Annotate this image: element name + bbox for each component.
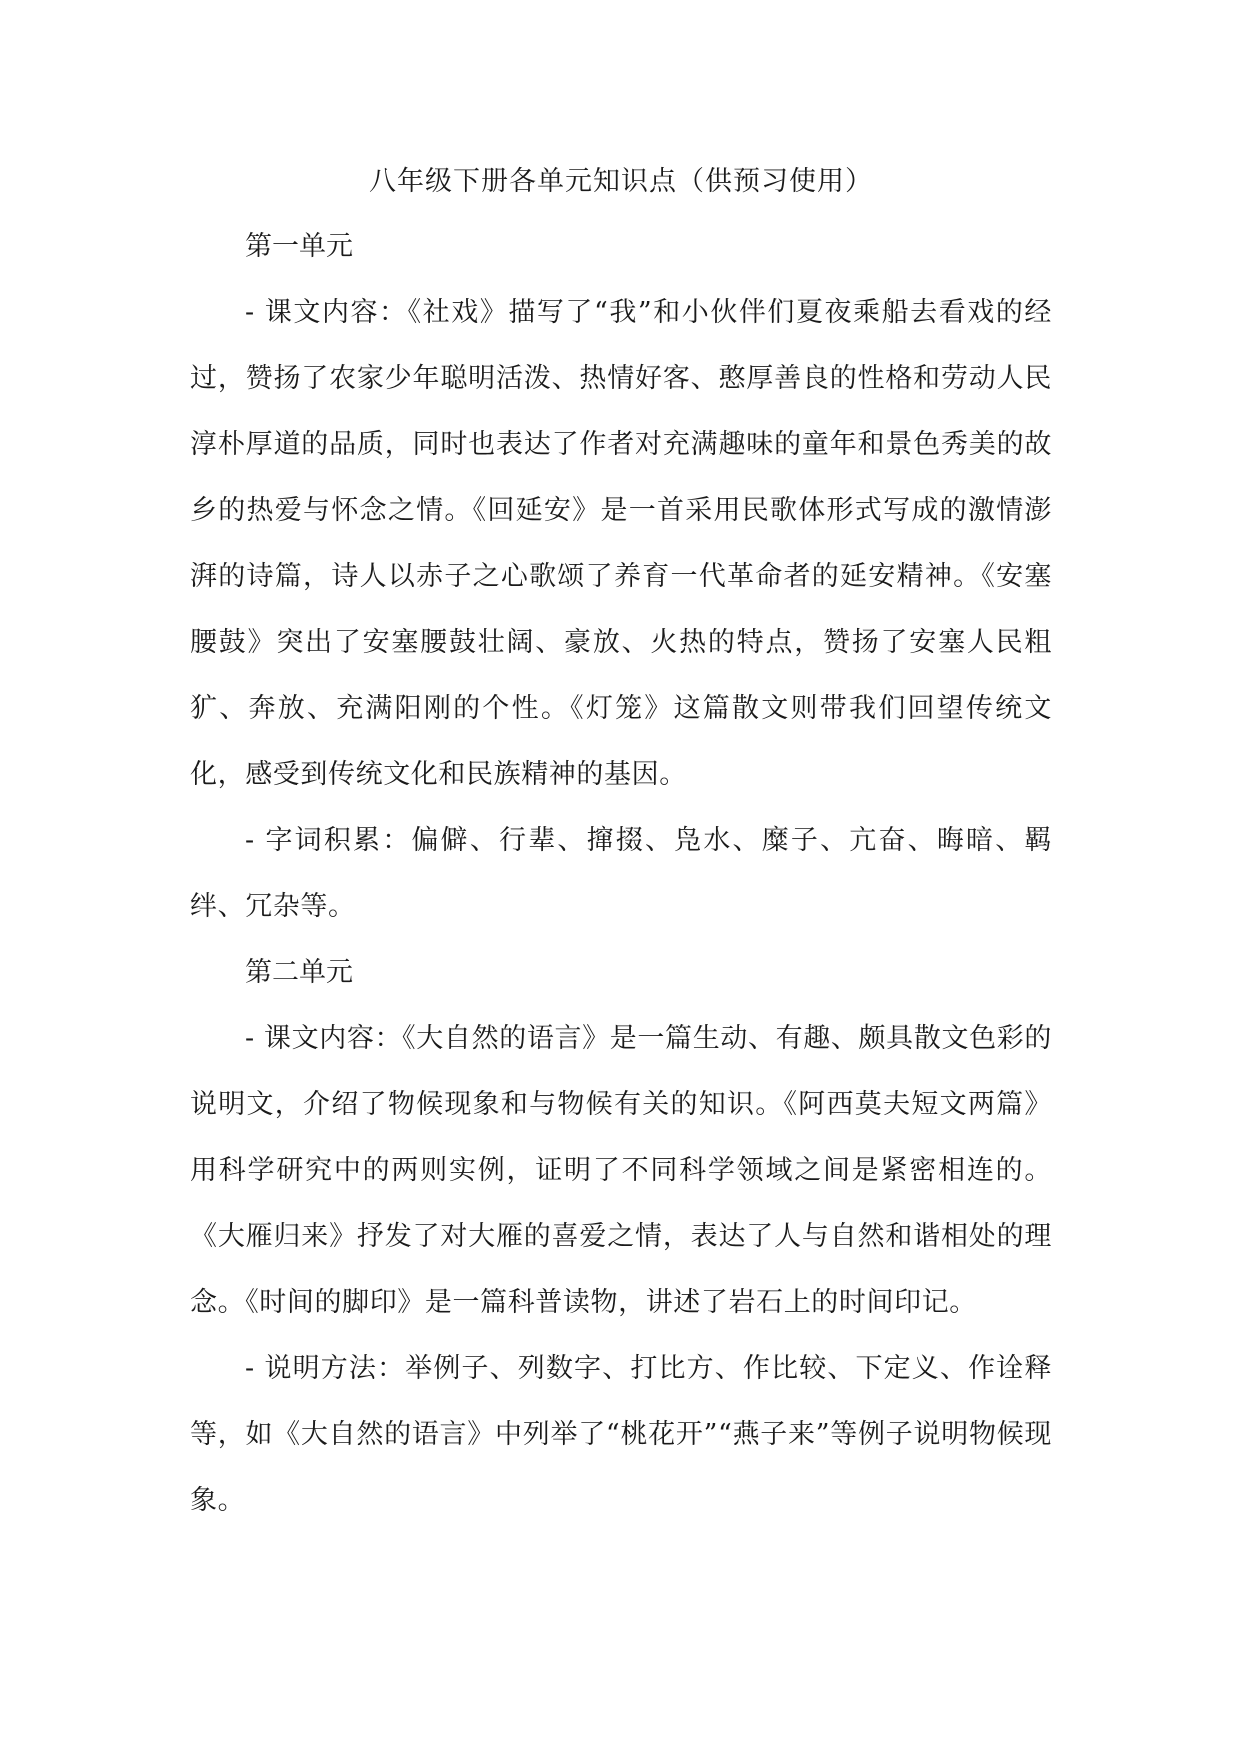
- unit-paragraph: - 说明方法：举例子、列数字、打比方、作比较、下定义、作诠释等，如《大自然的语言》中列举了“桃花开”“燕子来”等例子说明物候现象。: [190, 1353, 1052, 1516]
- unit-2: [190, 940, 1052, 1534]
- unit-heading: 第一单元: [245, 231, 353, 262]
- unit-paragraph: - 课文内容：《大自然的语言》是一篇生动、有趣、颇具散文色彩的说明文，介绍了物候现象和与物候有关的知识。《阿西莫夫短文两篇》用科学研究中的两则实例，证明了不同科学领域之间是紧密相连的。《大雁归来》抒发了对大雁的喜爱之情，表达了人与自然和谐相处的理念。《时间的脚印》是一篇科普读物，讲述了岩石上的时间印记。: [190, 1023, 1052, 1318]
- unit-paragraph: - 课文内容：《社戏》描写了“我”和小伙伴们夏夜乘船去看戏的经过，赞扬了农家少年聪明活泼、热情好客、憨厚善良的性格和劳动人民淳朴厚道的品质，同时也表达了作者对充满趣味的童年和景色秀美的故乡的热爱与怀念之情。《回延安》是一首采用民歌体形式写成的激情澎湃的诗篇，诗人以赤子之心歌颂了养育一代革命者的延安精神。《安塞腰鼓》突出了安塞腰鼓壮阔、豪放、火热的特点，赞扬了安塞人民粗犷、奔放、充满阳刚的个性。《灯笼》这篇散文则带我们回望传统文化，感受到传统文化和民族精神的基因。: [190, 297, 1052, 790]
- unit-heading: 第二单元: [245, 957, 353, 988]
- document-page: [190, 150, 1052, 1534]
- unit-1: [190, 214, 1052, 940]
- unit-paragraph: - 字词积累：偏僻、行辈、撺掇、凫水、糜子、亢奋、晦暗、羁绊、冗杂等。: [190, 825, 1052, 922]
- document-title: 八年级下册各单元知识点（供预习使用）: [369, 166, 873, 197]
